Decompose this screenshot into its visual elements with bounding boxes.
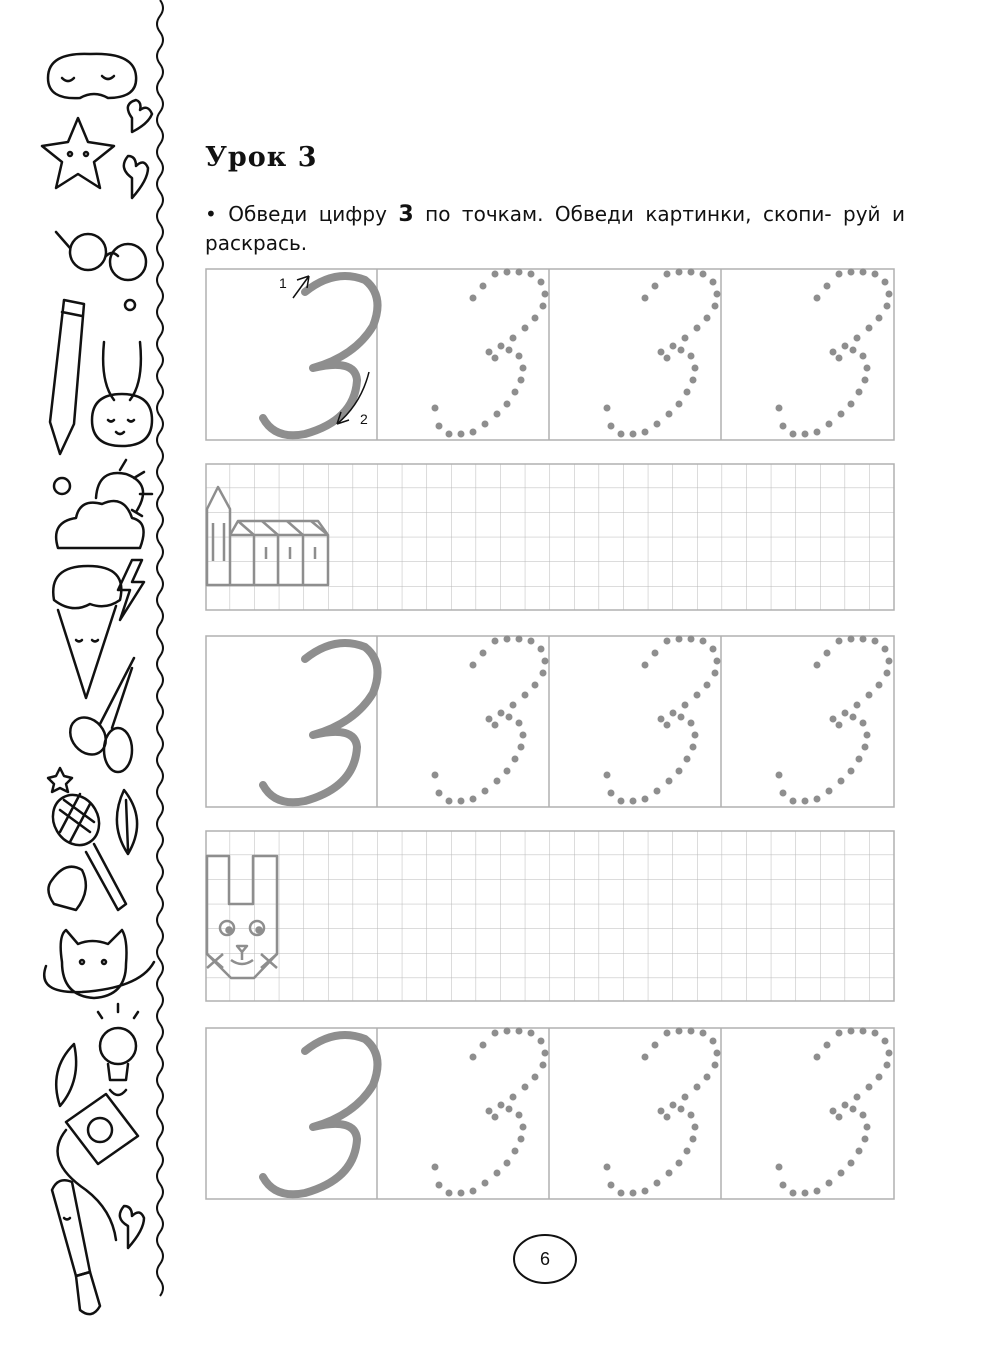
star-icon <box>42 118 114 188</box>
instruction-text <box>205 200 905 258</box>
dotted-digit-three <box>432 269 893 438</box>
digit-three-solid <box>263 643 378 802</box>
sleep-mask-icon <box>48 54 136 98</box>
doodle-border <box>0 0 175 1349</box>
sun-cloud-icon <box>54 460 152 548</box>
paint-brush-icon <box>52 1180 100 1314</box>
glasses-icon <box>56 232 146 280</box>
bunny-icon <box>92 342 152 446</box>
pencil-icon <box>50 300 84 454</box>
instruction-after: по точкам. Обведи картинки, скопи- руй и раскрась. <box>205 202 906 255</box>
stroke-label-1: 1 <box>279 275 287 291</box>
leaf-icon <box>56 1044 76 1106</box>
page-number-text: 6 <box>539 1249 550 1269</box>
instruction-digit: 3 <box>398 202 414 227</box>
shell-icon <box>48 867 85 910</box>
trace-row-1 <box>205 268 895 441</box>
dot-icon <box>125 300 135 310</box>
lesson-title: Урок 3 <box>205 142 318 173</box>
grid-row-bunny <box>205 830 895 1002</box>
dotted-digit-three <box>432 636 893 805</box>
lightning-icon <box>118 560 144 620</box>
bullet: • <box>205 202 217 226</box>
page-number <box>513 1234 577 1284</box>
small-star-icon <box>48 768 72 792</box>
instruction-before: Обведи цифру <box>228 202 387 226</box>
heart-icon <box>120 1206 144 1248</box>
leaf-icon <box>117 790 137 854</box>
trace-row-2 <box>205 635 895 808</box>
stroke-label-2: 2 <box>360 411 368 427</box>
cat-planet-icon <box>44 930 154 998</box>
heart-icon <box>128 100 152 132</box>
digit-three-solid <box>263 1035 378 1194</box>
heart-icon <box>124 156 148 198</box>
dotted-digit-three <box>432 1028 893 1197</box>
wavy-line <box>157 0 163 1296</box>
lightbulb-icon <box>98 1004 138 1095</box>
scissors-icon <box>63 658 134 772</box>
trace-row-3 <box>205 1027 895 1200</box>
grid-row-building <box>205 463 895 611</box>
ice-cream-icon <box>53 566 121 698</box>
